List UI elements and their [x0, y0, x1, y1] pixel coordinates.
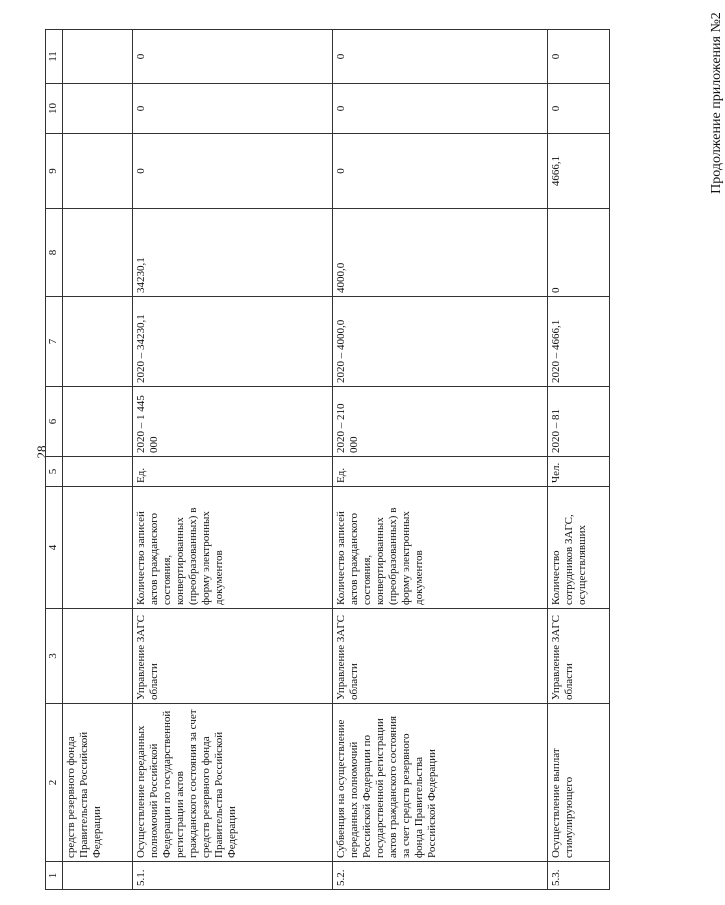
- cell-number: 5.1.: [133, 862, 333, 890]
- col-header: 4: [46, 487, 63, 609]
- cell-amount: [63, 30, 133, 84]
- cell-indicator: Количество записей актов гражданского состояния, конвертированных (преобразованных) в форму электронных документов: [133, 487, 333, 609]
- cell-number: [63, 862, 133, 890]
- cell-number: 5.2.: [333, 862, 548, 890]
- cell-amount: 2020 – 4666,1: [548, 297, 610, 387]
- col-header: 5: [46, 457, 63, 487]
- rotated-table-area: [45, 30, 610, 890]
- cell-indicator: [63, 487, 133, 609]
- cell-amount: 0: [548, 209, 610, 297]
- col-header: 9: [46, 134, 63, 209]
- cell-value: [63, 387, 133, 457]
- cell-unit: Чел.: [548, 457, 610, 487]
- col-header: 10: [46, 84, 63, 134]
- col-header: 2: [46, 704, 63, 862]
- cell-amount: 0: [333, 84, 548, 134]
- cell-name: Осуществление выплат стимулирующего: [548, 704, 610, 862]
- col-header: 6: [46, 387, 63, 457]
- page-number: 28: [34, 445, 49, 459]
- cell-unit: [63, 457, 133, 487]
- cell-amount: 0: [133, 30, 333, 84]
- cell-amount: 34230,1: [133, 209, 333, 297]
- cell-value: 2020 – 81: [548, 387, 610, 457]
- col-header: 11: [46, 30, 63, 84]
- cell-value: 2020 – 1 445 000: [133, 387, 333, 457]
- table-row: [133, 30, 333, 890]
- header-row: [46, 30, 63, 890]
- cell-amount: 0: [333, 30, 548, 84]
- table-row: [548, 30, 610, 890]
- cell-number: 5.3.: [548, 862, 610, 890]
- cell-amount: 4666,1: [548, 134, 610, 209]
- cell-amount: [63, 134, 133, 209]
- cell-amount: 0: [548, 84, 610, 134]
- cell-executor: Управление ЗАГС области: [133, 609, 333, 704]
- cell-amount: [63, 209, 133, 297]
- cell-executor: [63, 609, 133, 704]
- cell-amount: 0: [333, 134, 548, 209]
- cell-indicator: Количество записей актов гражданского состояния, конвертированных (преобразованных) в форму электронных документов: [333, 487, 548, 609]
- table-row: [63, 30, 133, 890]
- col-header: 1: [46, 862, 63, 890]
- table-row: [333, 30, 548, 890]
- cell-executor: Управление ЗАГС области: [548, 609, 610, 704]
- continuation-title: Продолжение приложения №2: [709, 12, 724, 194]
- continuation-header: [610, 0, 724, 240]
- cell-amount: [63, 297, 133, 387]
- cell-name: средств резервного фонда Правительства Российской Федерации: [63, 704, 133, 862]
- cell-executor: Управление ЗАГС области: [333, 609, 548, 704]
- col-header: 8: [46, 209, 63, 297]
- cell-amount: 2020 – 4000,0: [333, 297, 548, 387]
- cell-unit: Ед.: [133, 457, 333, 487]
- cell-amount: 0: [133, 134, 333, 209]
- cell-amount: 0: [133, 84, 333, 134]
- cell-amount: 0: [548, 30, 610, 84]
- cell-indicator: Количество сотрудников ЗАГС, осуществлявших: [548, 487, 610, 609]
- cell-amount: 2020 – 34230,1: [133, 297, 333, 387]
- col-header: 7: [46, 297, 63, 387]
- cell-name: Осуществление переданных полномочий Российской Федерации по государственной регистрации актов гражданского состояния за счет средств резервного фонда Правительства Российской Федерации: [133, 704, 333, 862]
- cell-amount: [63, 84, 133, 134]
- cell-amount: 4000,0: [333, 209, 548, 297]
- cell-name: Субвенция на осуществление переданных полномочий Российской Федерации по государственной регистрации актов гражданского состояния за счет средств резервного фонда Правительства Российской Федерации: [333, 704, 548, 862]
- table-holder: [45, 30, 610, 890]
- cell-unit: Ед.: [333, 457, 548, 487]
- cell-value: 2020 – 210 000: [333, 387, 548, 457]
- col-header: 3: [46, 609, 63, 704]
- appendix-table: [45, 29, 610, 890]
